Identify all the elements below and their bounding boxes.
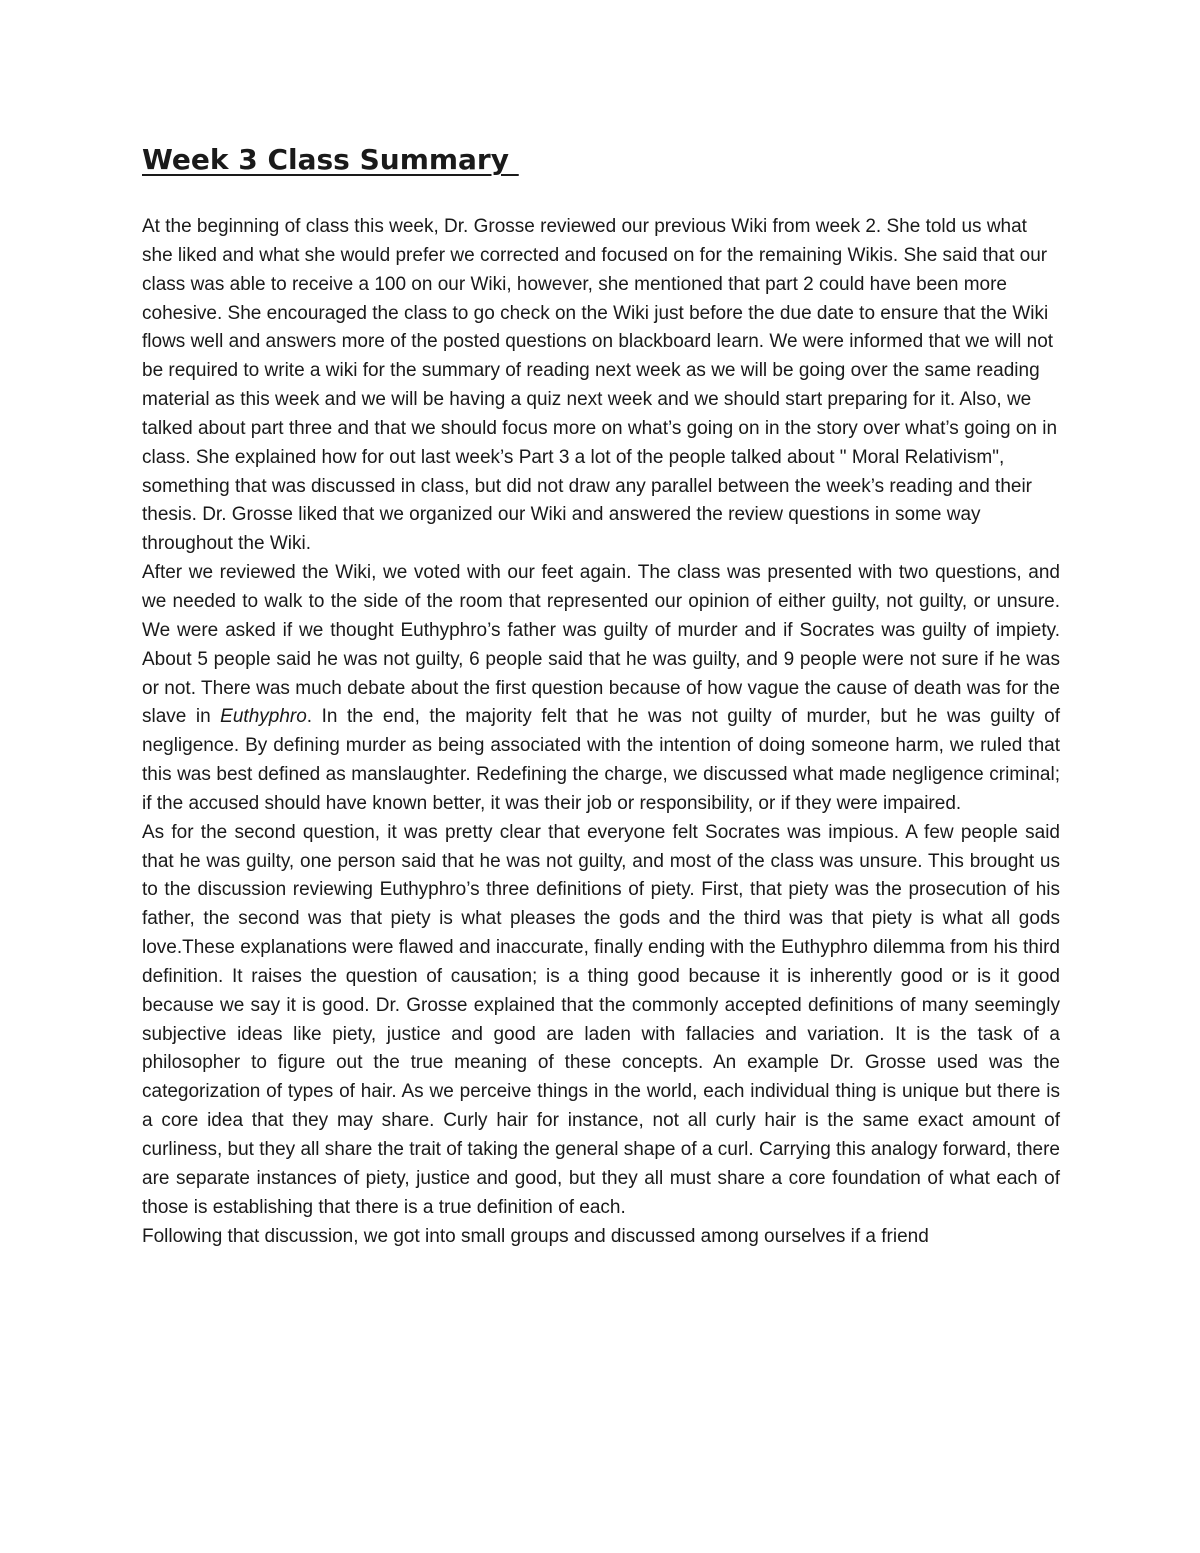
paragraph-voting — [142, 559, 1060, 819]
document-title: Week 3 Class Summary — [142, 143, 519, 176]
paragraph-voting-italic-title: Euthyphro — [220, 706, 307, 728]
paragraph-voting-text-end: . In the end, the majority felt that he was not guilty of murder, but he was guilty of negligence. By defining murder as being associated with the intention of doing someone harm, we ruled that this was best defined as manslaughter. Redefining the charge, we discussed what made negligence criminal; if the accused should have known better, it was their job or responsibility, or if they were impaired. — [142, 706, 1060, 814]
document-page — [142, 138, 1060, 1251]
paragraph-voting-text-start: After we reviewed the Wiki, we voted with our feet again. The class was presented with two questions, and we needed to walk to the side of the room that represented our opinion of either guilty, not guilty, or unsure. We were asked if we thought Euthyphro’s father was guilty of murder and if Socrates was guilty of impiety. About 5 people said he was not guilty, 6 people said that he was guilty, and 9 people were not sure if he was or not. There was much debate about the first question because of how vague the cause of death was for the slave in — [142, 562, 1060, 728]
paragraph-small-groups: Following that discussion, we got into small groups and discussed among ourselves if a friend — [142, 1225, 929, 1247]
paragraph-piety-discussion: As for the second question, it was pretty clear that everyone felt Socrates was impious. A few people said that he was guilty, one person said that he was not guilty, and most of the class was unsure. This brought us to the discussion reviewing Euthyphro’s three definitions of piety. First, that piety was the prosecution of his father, the second was that piety is what pleases the gods and the third was that piety is what all gods love.These explanations were flawed and inaccurate, finally ending with the Euthyphro dilemma from his third definition. It raises the question of causation; is a thing good because it is inherently good or is it good because we say it is good. Dr. Grosse explained that the commonly accepted definitions of many seemingly subjective ideas like piety, justice and good are laden with fallacies and variation. It is the task of a philosopher to figure out the true meaning of these concepts. An example Dr. Grosse used was the categorization of types of hair. As we perceive things in the world, each individual thing is unique but there is a core idea that they may share. Curly hair for instance, not all curly hair is the same exact amount of curliness, but they all share the trait of taking the general shape of a curl. Carrying this analogy forward, there are separate instances of piety, justice and good, but they all must share a core foundation of what each of those is establishing that there is a true definition of each. — [142, 821, 1060, 1218]
paragraph-wiki-review: At the beginning of class this week, Dr. Grosse reviewed our previous Wiki from week 2. She told us what she liked and what she would prefer we corrected and focused on for the remaining Wikis. She said that our class was able to receive a 100 on our Wiki, however, she mentioned that part 2 could have been more cohesive. She encouraged the class to go check on the Wiki just before the due date to ensure that the Wiki flows well and answers more of the posted questions on blackboard learn. We were informed that we will not be required to write a wiki for the summary of reading next week as we will be going over the same reading material as this week and we will be having a quiz next week and we should start preparing for it. Also, we talked about part three and that we should focus more on what’s going on in the story over what’s going on in class. She explained how for out last week’s Part 3 a lot of the people talked about " Moral Relativism", something that was discussed in class, but did not draw any parallel between the week’s reading and their thesis. Dr. Grosse liked that we organized our Wiki and answered the review questions in some way throughout the Wiki. — [142, 216, 1058, 555]
